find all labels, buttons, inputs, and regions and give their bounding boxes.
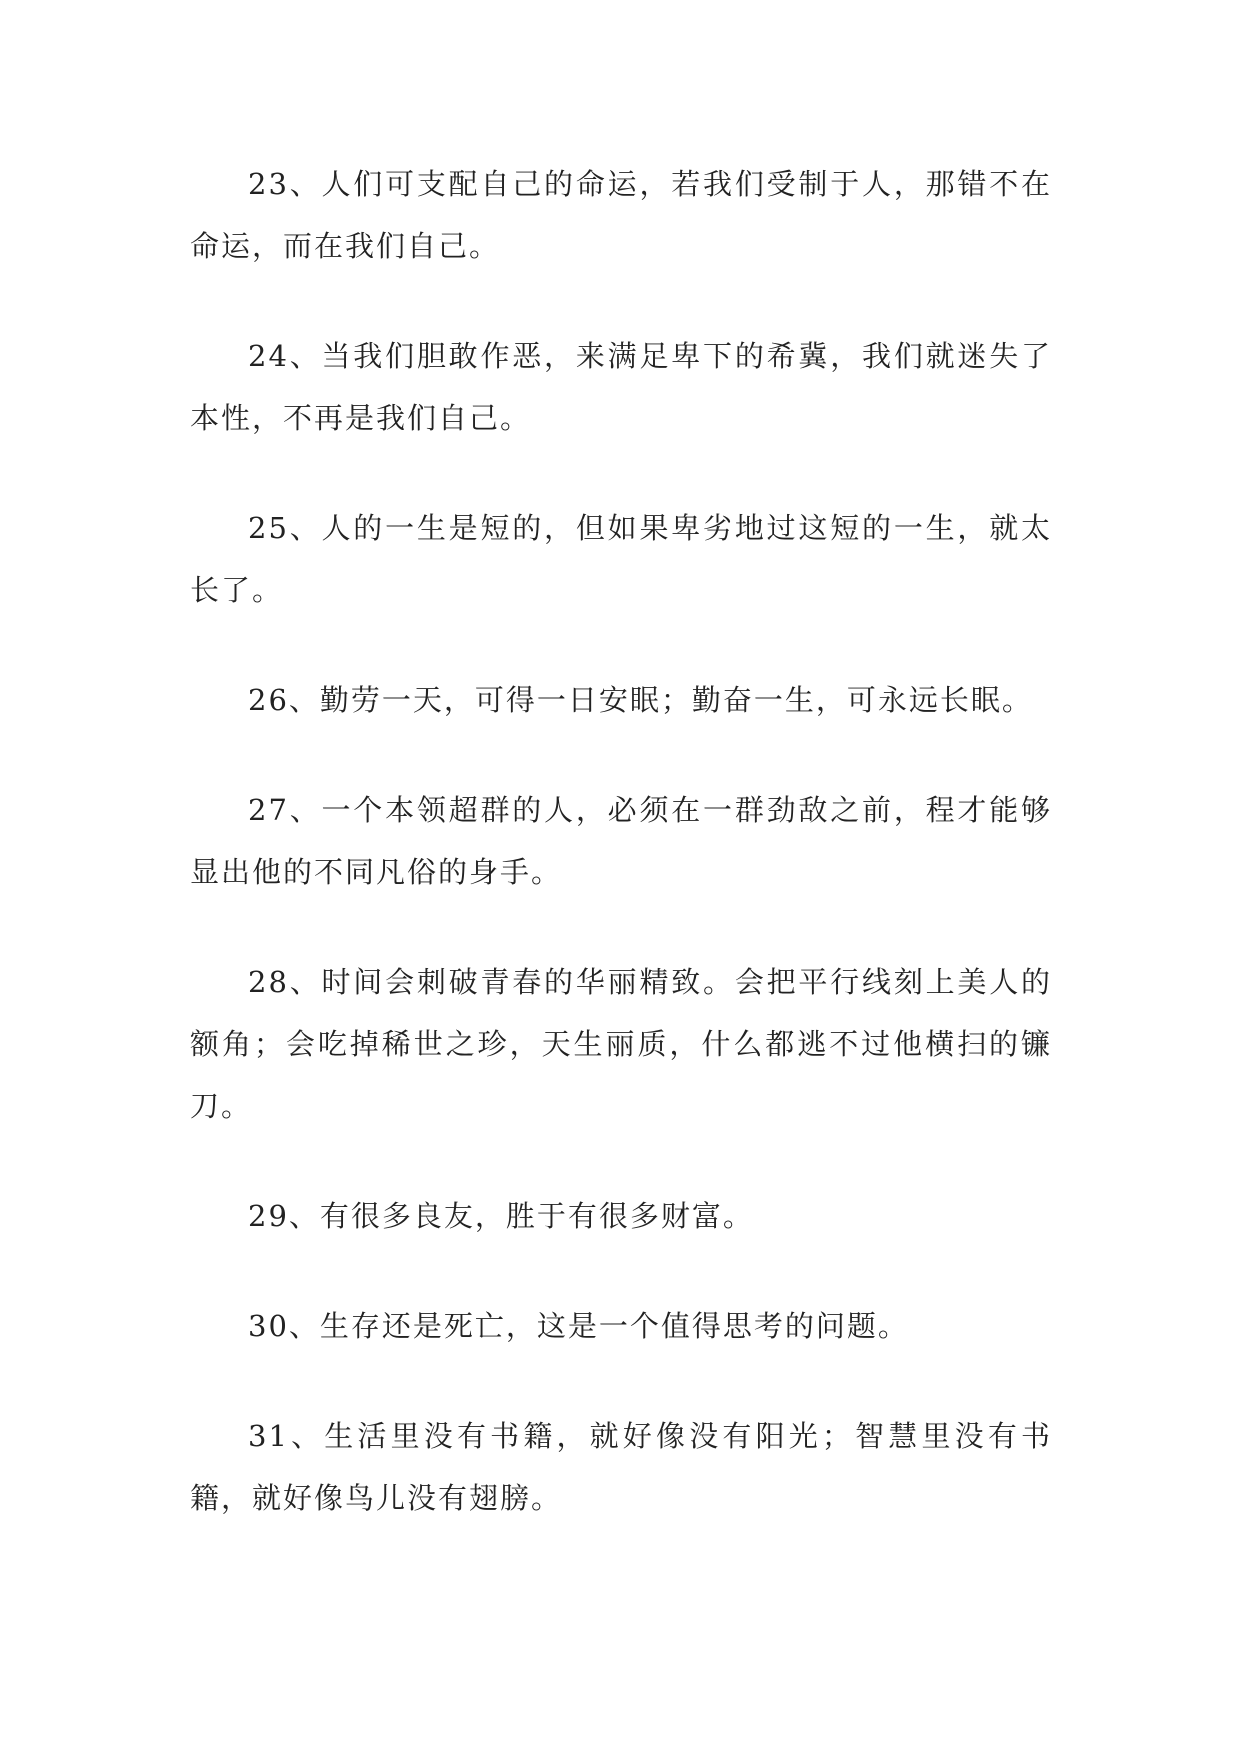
quote-list (190, 153, 1052, 1577)
quote-paragraph-28: 28、时间会刺破青春的华丽精致。会把平行线刻上美人的额角；会吃掉稀世之珍，天生丽质，什么都逃不过他横扫的镰刀。 (190, 965, 1052, 1123)
quote-paragraph-29: 29、有很多良友，胜于有很多财富。 (248, 1199, 754, 1233)
quote-paragraph-27: 27、一个本领超群的人，必须在一群劲敌之前，程才能够显出他的不同凡俗的身手。 (190, 793, 1052, 889)
quote-paragraph-25: 25、人的一生是短的，但如果卑劣地过这短的一生，就太长了。 (190, 511, 1052, 607)
quote-paragraph-26: 26、勤劳一天，可得一日安眠；勤奋一生，可永远长眠。 (248, 683, 1033, 717)
quote-paragraph-24: 24、当我们胆敢作恶，来满足卑下的希冀，我们就迷失了本性，不再是我们自己。 (190, 339, 1052, 435)
quote-paragraph-23: 23、人们可支配自己的命运，若我们受制于人，那错不在命运，而在我们自己。 (190, 167, 1052, 263)
quote-paragraph-31: 31、生活里没有书籍，就好像没有阳光；智慧里没有书籍，就好像鸟儿没有翅膀。 (190, 1419, 1052, 1515)
quote-paragraph-30: 30、生存还是死亡，这是一个值得思考的问题。 (248, 1309, 909, 1343)
